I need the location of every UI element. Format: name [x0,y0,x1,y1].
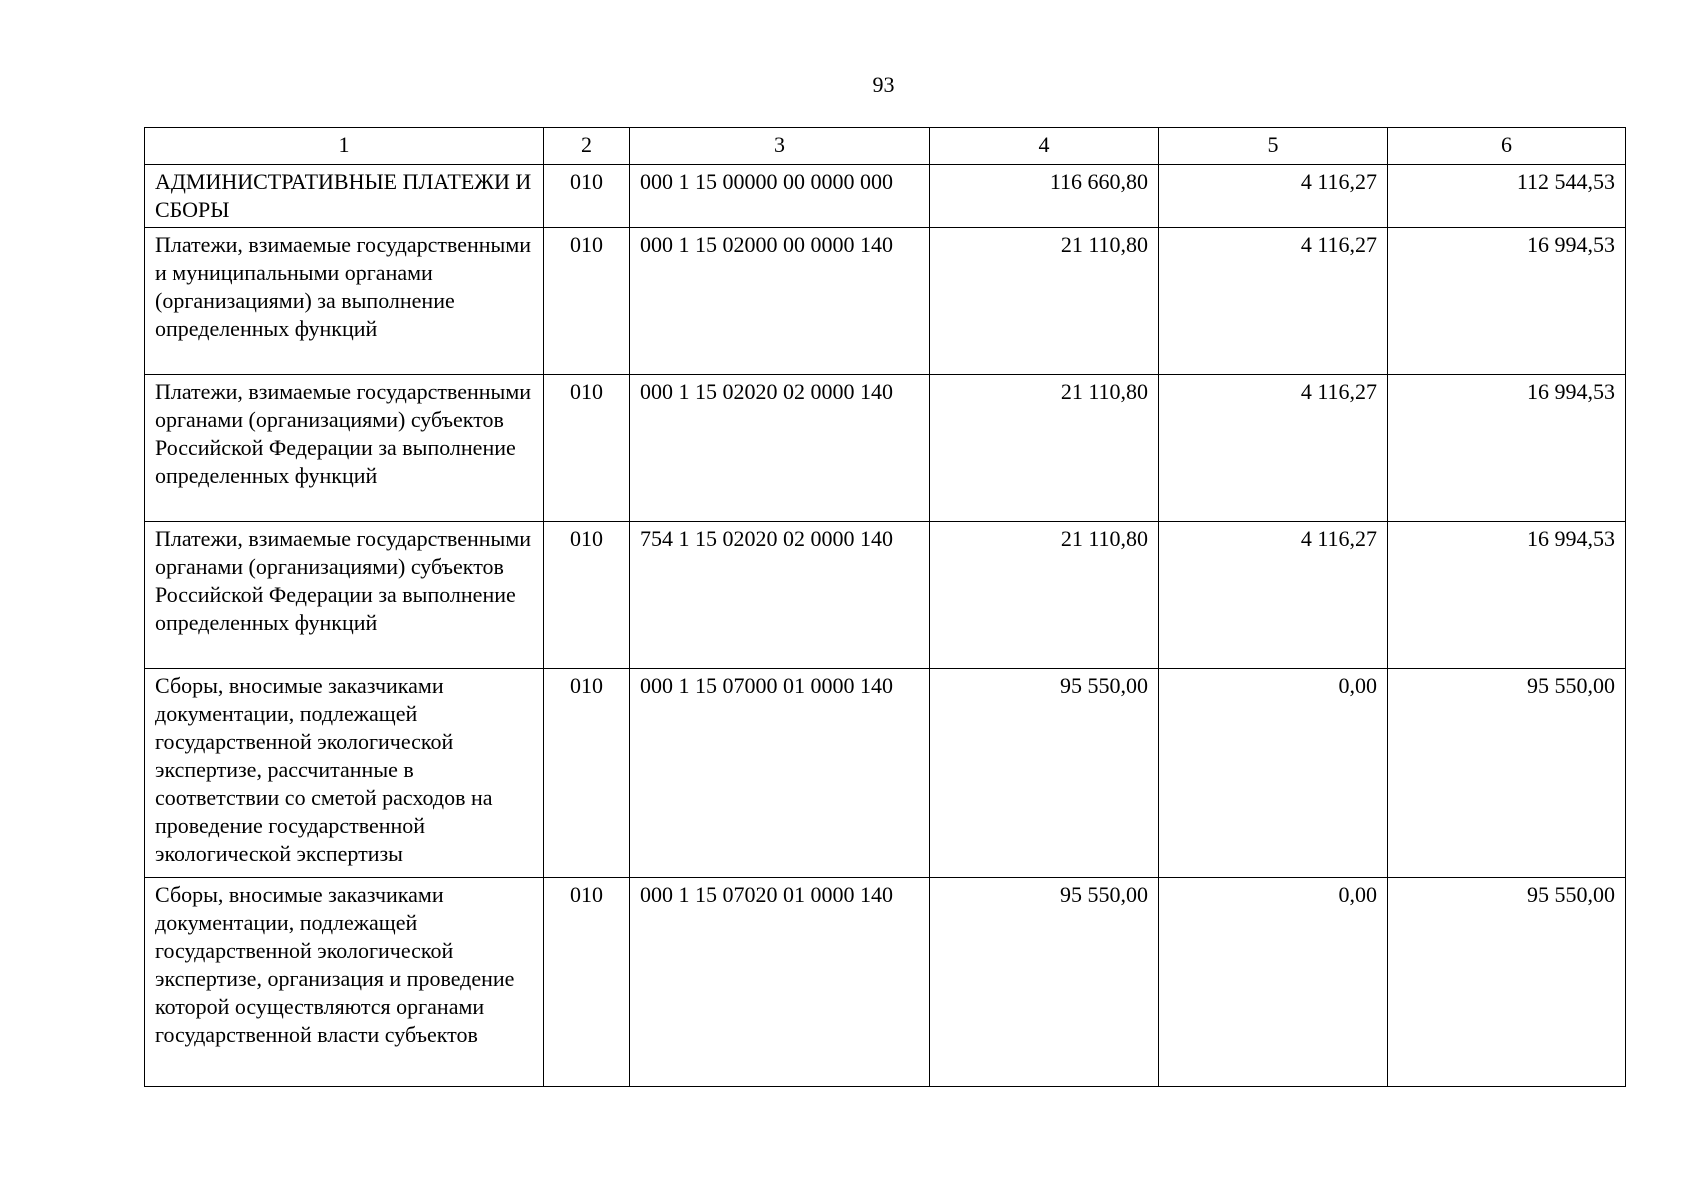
row-col5-value: 4 116,27 [1159,522,1388,669]
row-col5-value: 4 116,27 [1159,375,1388,522]
table-row [145,228,1626,375]
row-col6-value: 16 994,53 [1388,375,1626,522]
row-budget-code: 000 1 15 00000 00 0000 000 [630,165,930,228]
row-budget-code: 000 1 15 02000 00 0000 140 [630,228,930,375]
page-number: 93 [872,72,895,97]
header-col-4: 4 [930,128,1159,165]
table-row [145,669,1626,878]
row-line-code: 010 [544,165,630,228]
row-col4-value: 95 550,00 [930,878,1159,1087]
row-name: Платежи, взимаемые государственными органами (организациями) субъектов Российской Федерации за выполнение определенных функций [145,375,544,522]
header-col-6: 6 [1388,128,1626,165]
row-col4-value: 21 110,80 [930,375,1159,522]
row-budget-code: 000 1 15 07000 01 0000 140 [630,669,930,878]
table-row [145,165,1626,228]
row-col4-value: 116 660,80 [930,165,1159,228]
row-line-code: 010 [544,375,630,522]
budget-table [144,127,1626,1087]
header-col-3: 3 [630,128,930,165]
row-col5-value: 0,00 [1159,878,1388,1087]
table-row [145,375,1626,522]
row-line-code: 010 [544,522,630,669]
row-line-code: 010 [544,669,630,878]
row-col4-value: 21 110,80 [930,522,1159,669]
header-col-1: 1 [145,128,544,165]
row-name: Сборы, вносимые заказчиками документации, подлежащей государственной экологической экспертизе, рассчитанные в соответствии со сметой расходов на проведение государственной экологической экспертизы [145,669,544,878]
row-col6-value: 112 544,53 [1388,165,1626,228]
table-row [145,878,1626,1087]
row-name: АДМИНИСТРАТИВНЫЕ ПЛАТЕЖИ И СБОРЫ [145,165,544,228]
header-col-2: 2 [544,128,630,165]
row-budget-code: 000 1 15 07020 01 0000 140 [630,878,930,1087]
row-name: Платежи, взимаемые государственными и муниципальными органами (организациями) за выполнение определенных функций [145,228,544,375]
row-col5-value: 0,00 [1159,669,1388,878]
row-col6-value: 95 550,00 [1388,878,1626,1087]
row-budget-code: 000 1 15 02020 02 0000 140 [630,375,930,522]
row-col5-value: 4 116,27 [1159,228,1388,375]
row-col5-value: 4 116,27 [1159,165,1388,228]
row-name: Сборы, вносимые заказчиками документации, подлежащей государственной экологической экспертизе, организация и проведение которой осуществляются органами государственной власти субъектов [145,878,544,1087]
row-budget-code: 754 1 15 02020 02 0000 140 [630,522,930,669]
row-line-code: 010 [544,228,630,375]
table-header-row [145,128,1626,165]
row-name: Платежи, взимаемые государственными органами (организациями) субъектов Российской Федерации за выполнение определенных функций [145,522,544,669]
row-col4-value: 21 110,80 [930,228,1159,375]
row-col6-value: 95 550,00 [1388,669,1626,878]
header-col-5: 5 [1159,128,1388,165]
row-col6-value: 16 994,53 [1388,522,1626,669]
row-col6-value: 16 994,53 [1388,228,1626,375]
row-line-code: 010 [544,878,630,1087]
row-col4-value: 95 550,00 [930,669,1159,878]
table-row [145,522,1626,669]
